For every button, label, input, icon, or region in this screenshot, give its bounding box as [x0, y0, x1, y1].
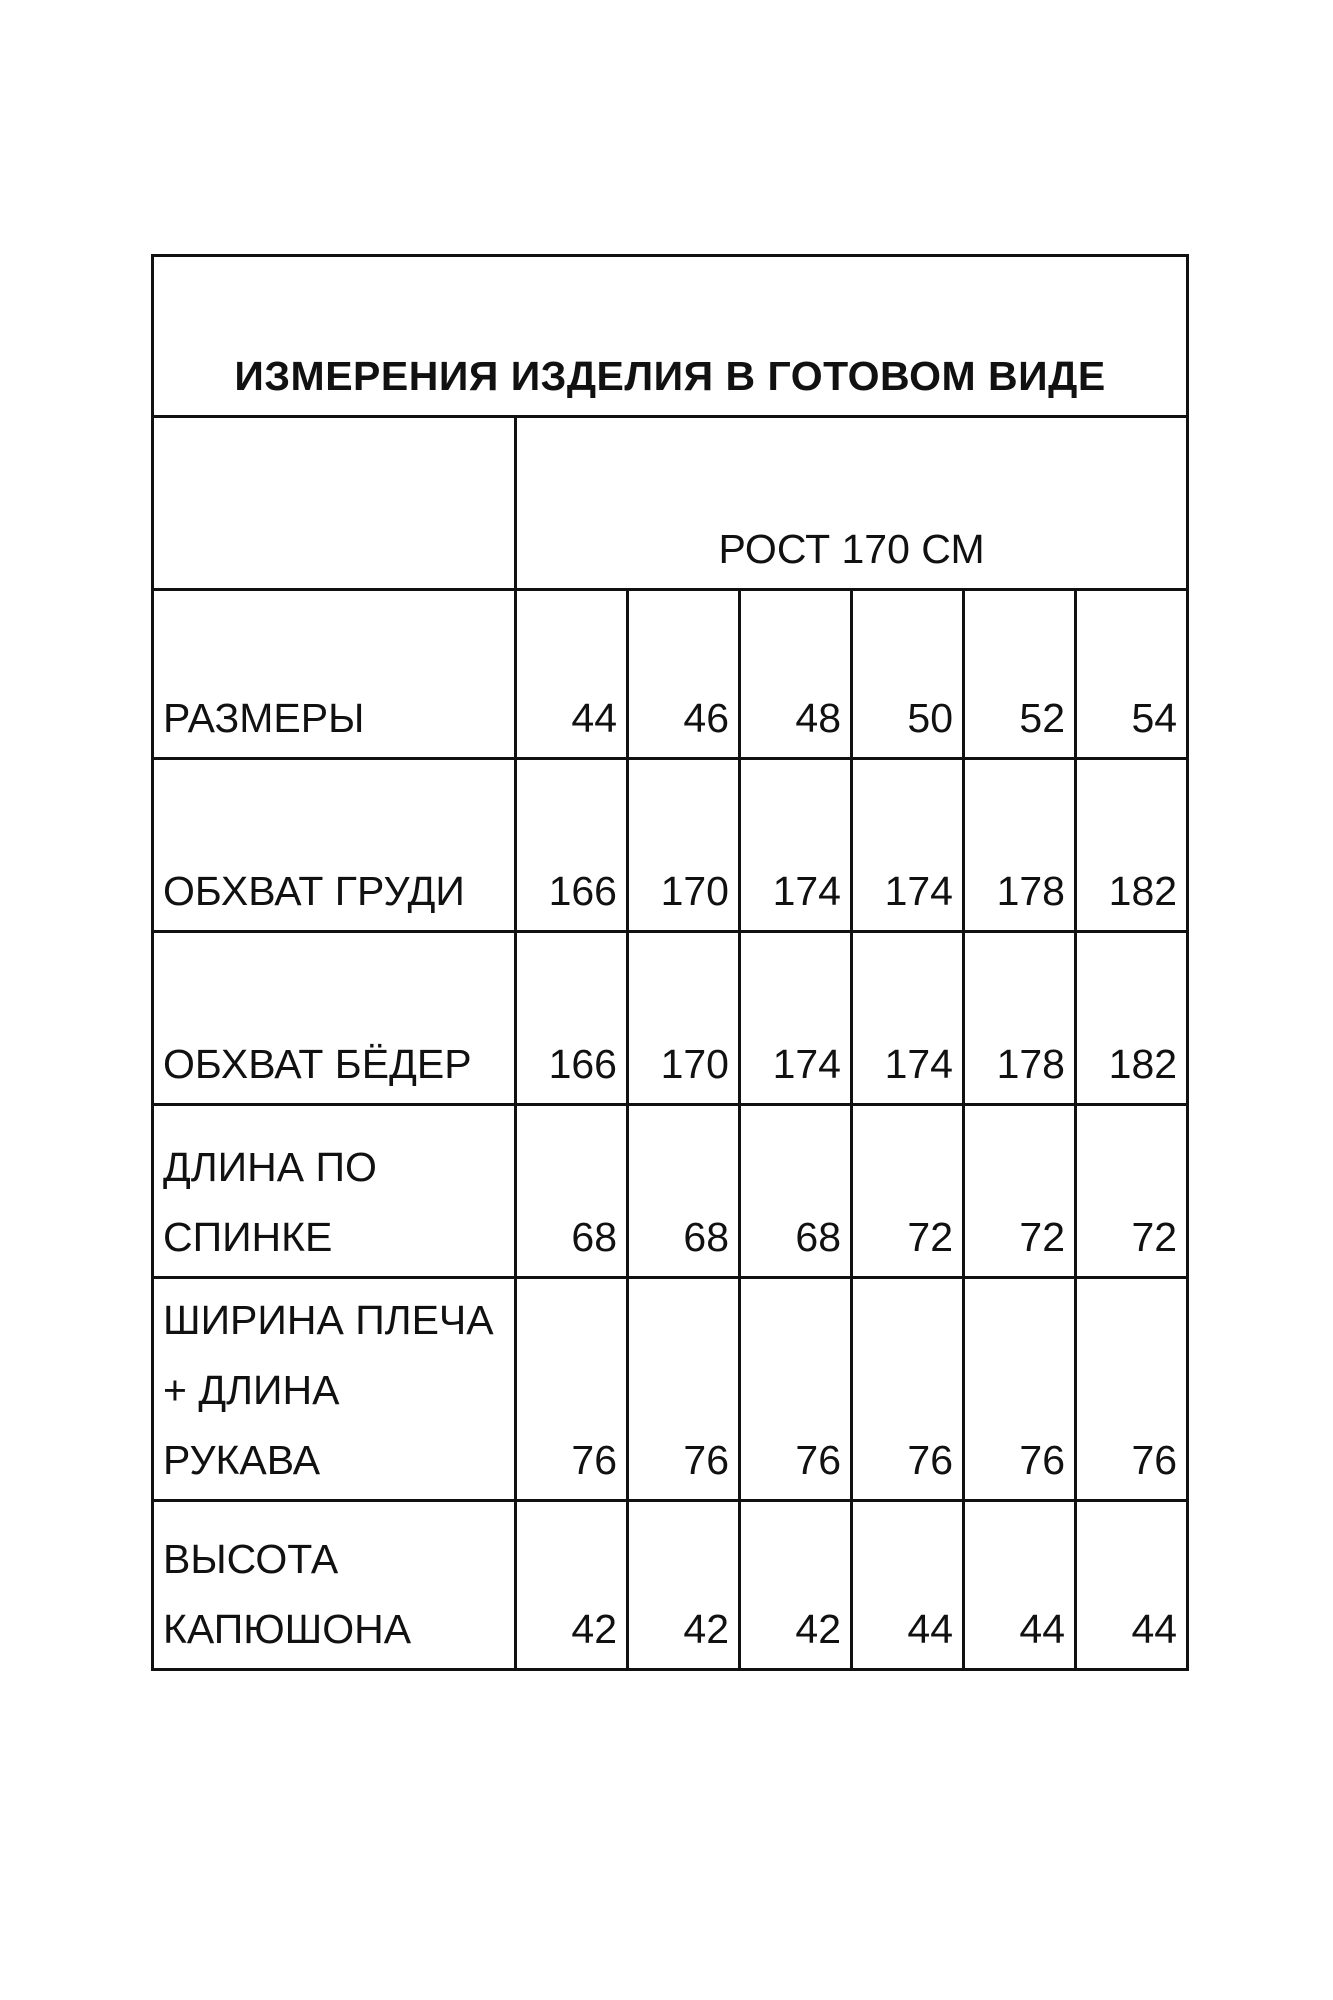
height-group-header: РОСТ 170 СМ — [516, 417, 1188, 590]
row-label — [153, 1278, 516, 1501]
row-label — [153, 759, 516, 932]
value-cell: 76 — [1076, 1278, 1188, 1501]
table-title: ИЗМЕРЕНИЯ ИЗДЕЛИЯ В ГОТОВОМ ВИДЕ — [153, 256, 1188, 417]
value-cell: 44 — [852, 1501, 964, 1670]
row-label — [153, 932, 516, 1105]
table-row-shoulder-sleeve — [153, 1278, 1188, 1501]
table-row-sizes — [153, 590, 1188, 759]
size-cell: 50 — [852, 590, 964, 759]
value-cell: 72 — [964, 1105, 1076, 1278]
value-cell: 68 — [628, 1105, 740, 1278]
value-cell: 72 — [1076, 1105, 1188, 1278]
value-cell: 68 — [516, 1105, 628, 1278]
row-label — [153, 590, 516, 759]
value-cell: 166 — [516, 932, 628, 1105]
size-cell: 54 — [1076, 590, 1188, 759]
value-cell: 76 — [628, 1278, 740, 1501]
row-label-text: ШИРИНА ПЛЕЧА + ДЛИНА РУКАВА — [163, 1297, 494, 1483]
value-cell: 170 — [628, 932, 740, 1105]
group-row — [153, 417, 1188, 590]
value-cell: 44 — [964, 1501, 1076, 1670]
value-cell: 42 — [740, 1501, 852, 1670]
value-cell: 170 — [628, 759, 740, 932]
size-cell: 46 — [628, 590, 740, 759]
value-cell: 174 — [740, 932, 852, 1105]
value-cell: 76 — [852, 1278, 964, 1501]
value-cell: 174 — [852, 759, 964, 932]
row-label-text: ВЫСОТА КАПЮШОНА — [163, 1536, 412, 1652]
table-row-hips — [153, 932, 1188, 1105]
row-label-text: ОБХВАТ ГРУДИ — [163, 868, 465, 914]
value-cell: 42 — [628, 1501, 740, 1670]
value-cell: 174 — [852, 932, 964, 1105]
size-chart-sheet — [151, 254, 1186, 1671]
row-label-text: РАЗМЕРЫ — [163, 695, 365, 741]
value-cell: 182 — [1076, 759, 1188, 932]
value-cell: 76 — [740, 1278, 852, 1501]
value-cell: 72 — [852, 1105, 964, 1278]
value-cell: 76 — [964, 1278, 1076, 1501]
value-cell: 44 — [1076, 1501, 1188, 1670]
table-row-chest — [153, 759, 1188, 932]
size-cell: 52 — [964, 590, 1076, 759]
value-cell: 68 — [740, 1105, 852, 1278]
table-row-back-length — [153, 1105, 1188, 1278]
value-cell: 178 — [964, 759, 1076, 932]
row-label-text: ДЛИНА ПО СПИНКЕ — [163, 1144, 377, 1260]
size-chart-table — [151, 254, 1189, 1671]
value-cell: 42 — [516, 1501, 628, 1670]
value-cell: 182 — [1076, 932, 1188, 1105]
row-label-text: ОБХВАТ БЁДЕР — [163, 1041, 472, 1087]
title-row — [153, 256, 1188, 417]
value-cell: 178 — [964, 932, 1076, 1105]
size-cell: 44 — [516, 590, 628, 759]
row-label — [153, 1105, 516, 1278]
table-row-hood-height — [153, 1501, 1188, 1670]
value-cell: 174 — [740, 759, 852, 932]
corner-cell — [153, 417, 516, 590]
size-cell: 48 — [740, 590, 852, 759]
row-label — [153, 1501, 516, 1670]
value-cell: 76 — [516, 1278, 628, 1501]
value-cell: 166 — [516, 759, 628, 932]
